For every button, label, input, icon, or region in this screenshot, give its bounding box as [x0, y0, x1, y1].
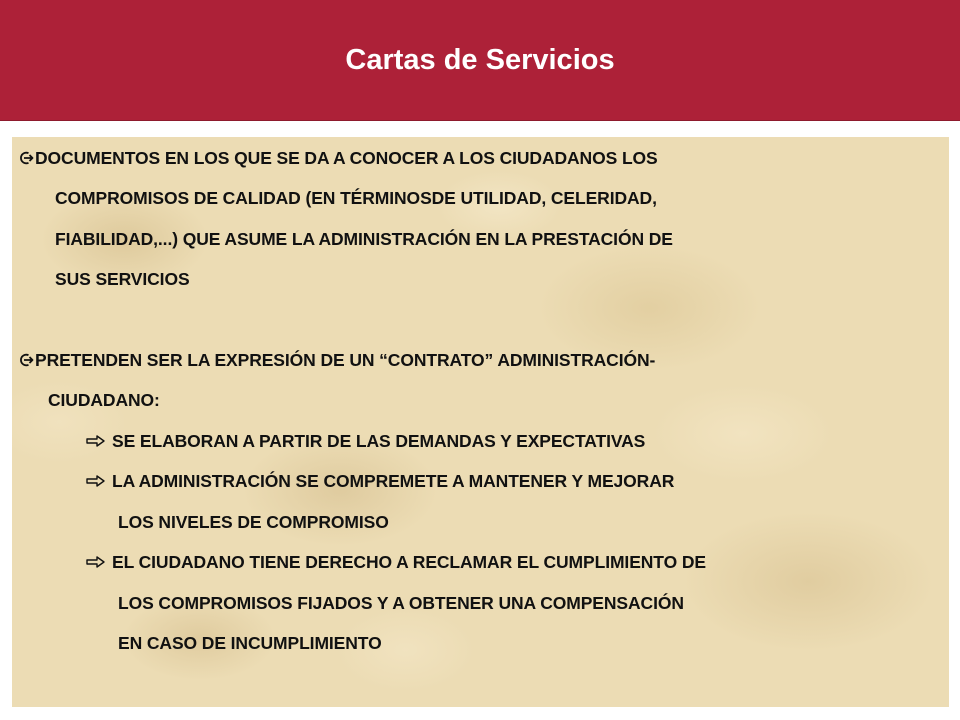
bullet-point-1-line-2: COMPROMISOS DE CALIDAD (EN TÉRMINOSDE UTILIDAD, CELERIDAD,: [55, 188, 657, 208]
circled-right-arrow-icon: [20, 151, 34, 165]
bullet-point-2-line-1: [20, 349, 655, 371]
bullet-text: DOCUMENTOS EN LOS QUE SE DA A CONOCER A LOS CIUDADANOS LOS: [35, 148, 658, 168]
sub-bullet-1-line-1: [86, 430, 645, 452]
slide-title: Cartas de Servicios: [345, 44, 615, 76]
hollow-right-arrow-icon: [86, 556, 106, 568]
sub-bullet-text: SE ELABORAN A PARTIR DE LAS DEMANDAS Y EXPECTATIVAS: [112, 431, 646, 451]
sub-bullet-2-line-2: LOS NIVELES DE COMPROMISO: [118, 512, 389, 532]
bullet-text: PRETENDEN SER LA EXPRESIÓN DE UN “CONTRATO” ADMINISTRACIÓN-: [35, 350, 656, 370]
hollow-right-arrow-icon: [86, 435, 106, 447]
bullet-point-2-line-2: CIUDADANO:: [48, 390, 160, 410]
sub-bullet-text: EL CIUDADANO TIENE DERECHO A RECLAMAR EL CUMPLIMIENTO DE: [112, 552, 706, 572]
content-panel: [12, 137, 949, 707]
title-banner: [0, 0, 960, 121]
sub-bullet-3-line-3: EN CASO DE INCUMPLIMIENTO: [118, 633, 382, 653]
bullet-point-1-line-1: [20, 147, 658, 169]
bullet-point-1-line-4: SUS SERVICIOS: [55, 269, 190, 289]
sub-bullet-2-line-1: [86, 470, 674, 492]
sub-bullet-3-line-1: [86, 551, 706, 573]
bullet-point-1-line-3: FIABILIDAD,...) QUE ASUME LA ADMINISTRACIÓN EN LA PRESTACIÓN DE: [55, 229, 673, 249]
sub-bullet-3-line-2: LOS COMPROMISOS FIJADOS Y A OBTENER UNA COMPENSACIÓN: [118, 593, 684, 613]
hollow-right-arrow-icon: [86, 475, 106, 487]
sub-bullet-text: LA ADMINISTRACIÓN SE COMPREMETE A MANTENER Y MEJORAR: [112, 471, 675, 491]
circled-right-arrow-icon: [20, 353, 34, 367]
